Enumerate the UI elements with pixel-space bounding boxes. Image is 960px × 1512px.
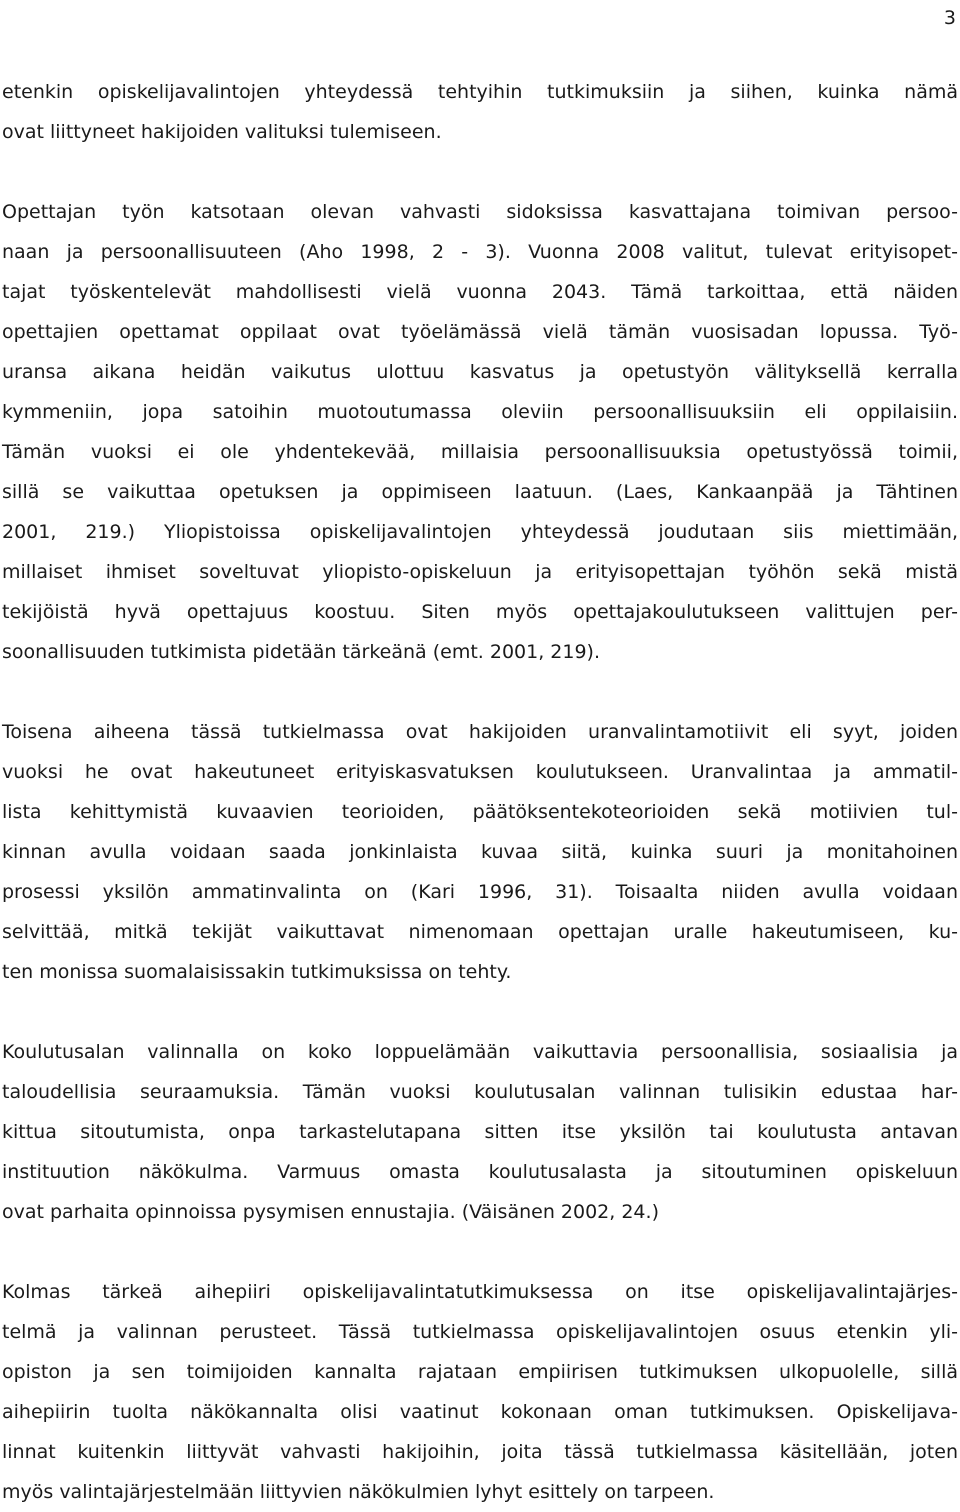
paragraph-1 bbox=[2, 72, 958, 152]
text-line: Opettajan työn katsotaan olevan vahvasti sidoksissa kasvattajana toimivan persoo- bbox=[2, 201, 958, 223]
text-line: 2001, 219.) Yliopistoissa opiskelijavalintojen yhteydessä joudutaan siis miettimään, bbox=[2, 521, 958, 543]
text-line: naan ja persoonallisuuteen (Aho 1998, 2 - 3). Vuonna 2008 valitut, tulevat erityisopet- bbox=[2, 241, 958, 263]
text-line: instituution näkökulma. Varmuus omasta koulutusalasta ja sitoutuminen opiskeluun bbox=[2, 1161, 958, 1183]
paragraph-gap bbox=[2, 992, 958, 1032]
text-line: uransa aikana heidän vaikutus ulottuu kasvatus ja opetustyön välityksellä kerralla bbox=[2, 361, 958, 383]
paragraph-5 bbox=[2, 1272, 958, 1512]
text-line: ovat liittyneet hakijoiden valituksi tulemiseen. bbox=[2, 121, 442, 143]
text-line: selvittää, mitkä tekijät vaikuttavat nimenomaan opettajan uralle hakeutumiseen, ku- bbox=[2, 921, 958, 943]
text-line: kymmeniin, jopa satoihin muotoutumassa oleviin persoonallisuuksiin eli oppilaisiin. bbox=[2, 401, 958, 423]
text-line: prosessi yksilön ammatinvalinta on (Kari 1996, 31). Toisaalta niiden avulla voidaan bbox=[2, 881, 958, 903]
text-line: Koulutusalan valinnalla on koko loppuelämään vaikuttavia persoonallisia, sosiaalisia ja bbox=[2, 1041, 958, 1063]
text-line: myös valintajärjestelmään liittyvien näkökulmien lyhyt esittely on tarpeen. bbox=[2, 1481, 715, 1503]
text-line: ten monissa suomalaisissakin tutkimuksissa on tehty. bbox=[2, 961, 512, 983]
paragraph-gap bbox=[2, 1232, 958, 1272]
text-line: tekijöistä hyvä opettajuus koostuu. Siten myös opettajakoulutukseen valittujen per- bbox=[2, 601, 958, 623]
text-line: tajat työskentelevät mahdollisesti vielä vuonna 2043. Tämä tarkoittaa, että näiden bbox=[2, 281, 958, 303]
text-line: soonallisuuden tutkimista pidetään tärkeänä (emt. 2001, 219). bbox=[2, 641, 601, 663]
paragraph-2 bbox=[2, 192, 958, 672]
text-line: Toisena aiheena tässä tutkielmassa ovat hakijoiden uranvalintamotiivit eli syyt, joiden bbox=[2, 721, 958, 743]
text-line: aihepiirin tuolta näkökannalta olisi vaatinut kokonaan oman tutkimuksen. Opiskelijava- bbox=[2, 1401, 958, 1423]
document-body bbox=[2, 72, 958, 1512]
text-line: kinnan avulla voidaan saada jonkinlaista kuvaa siitä, kuinka suuri ja monitahoinen bbox=[2, 841, 958, 863]
text-line: Tämän vuoksi ei ole yhdentekevää, millaisia persoonallisuuksia opetustyössä toimii, bbox=[2, 441, 958, 463]
text-line: kittua sitoutumista, onpa tarkastelutapana sitten itse yksilön tai koulutusta antavan bbox=[2, 1121, 958, 1143]
text-line: taloudellisia seuraamuksia. Tämän vuoksi koulutusalan valinnan tulisikin edustaa har- bbox=[2, 1081, 958, 1103]
paragraph-4 bbox=[2, 1032, 958, 1232]
page-number: 3 bbox=[943, 7, 956, 29]
paragraph-3 bbox=[2, 712, 958, 992]
text-line: opiston ja sen toimijoiden kannalta rajataan empiirisen tutkimuksen ulkopuolelle, sillä bbox=[2, 1361, 958, 1383]
text-line: lista kehittymistä kuvaavien teorioiden, päätöksentekoteorioiden sekä motiivien tul- bbox=[2, 801, 958, 823]
text-line: millaiset ihmiset soveltuvat yliopisto-opiskeluun ja erityisopettajan työhön sekä mistä bbox=[2, 561, 958, 583]
paragraph-gap bbox=[2, 152, 958, 192]
text-line: sillä se vaikuttaa opetuksen ja oppimiseen laatuun. (Laes, Kankaanpää ja Tähtinen bbox=[2, 481, 958, 503]
text-line: opettajien opettamat oppilaat ovat työelämässä vielä tämän vuosisadan lopussa. Työ- bbox=[2, 321, 958, 343]
text-line: telmä ja valinnan perusteet. Tässä tutkielmassa opiskelijavalintojen osuus etenkin yli- bbox=[2, 1321, 958, 1343]
text-line: etenkin opiskelijavalintojen yhteydessä tehtyihin tutkimuksiin ja siihen, kuinka nämä bbox=[2, 81, 958, 103]
paragraph-gap bbox=[2, 672, 958, 712]
text-line: vuoksi he ovat hakeutuneet erityiskasvatuksen koulutukseen. Uranvalintaa ja ammatil- bbox=[2, 761, 958, 783]
text-line: linnat kuitenkin liittyvät vahvasti hakijoihin, joita tässä tutkielmassa käsitellään, joten bbox=[2, 1441, 958, 1463]
text-line: ovat parhaita opinnoissa pysymisen ennustajia. (Väisänen 2002, 24.) bbox=[2, 1201, 659, 1223]
text-line: Kolmas tärkeä aihepiiri opiskelijavalintatutkimuksessa on itse opiskelijavalintajärjes- bbox=[2, 1281, 958, 1303]
